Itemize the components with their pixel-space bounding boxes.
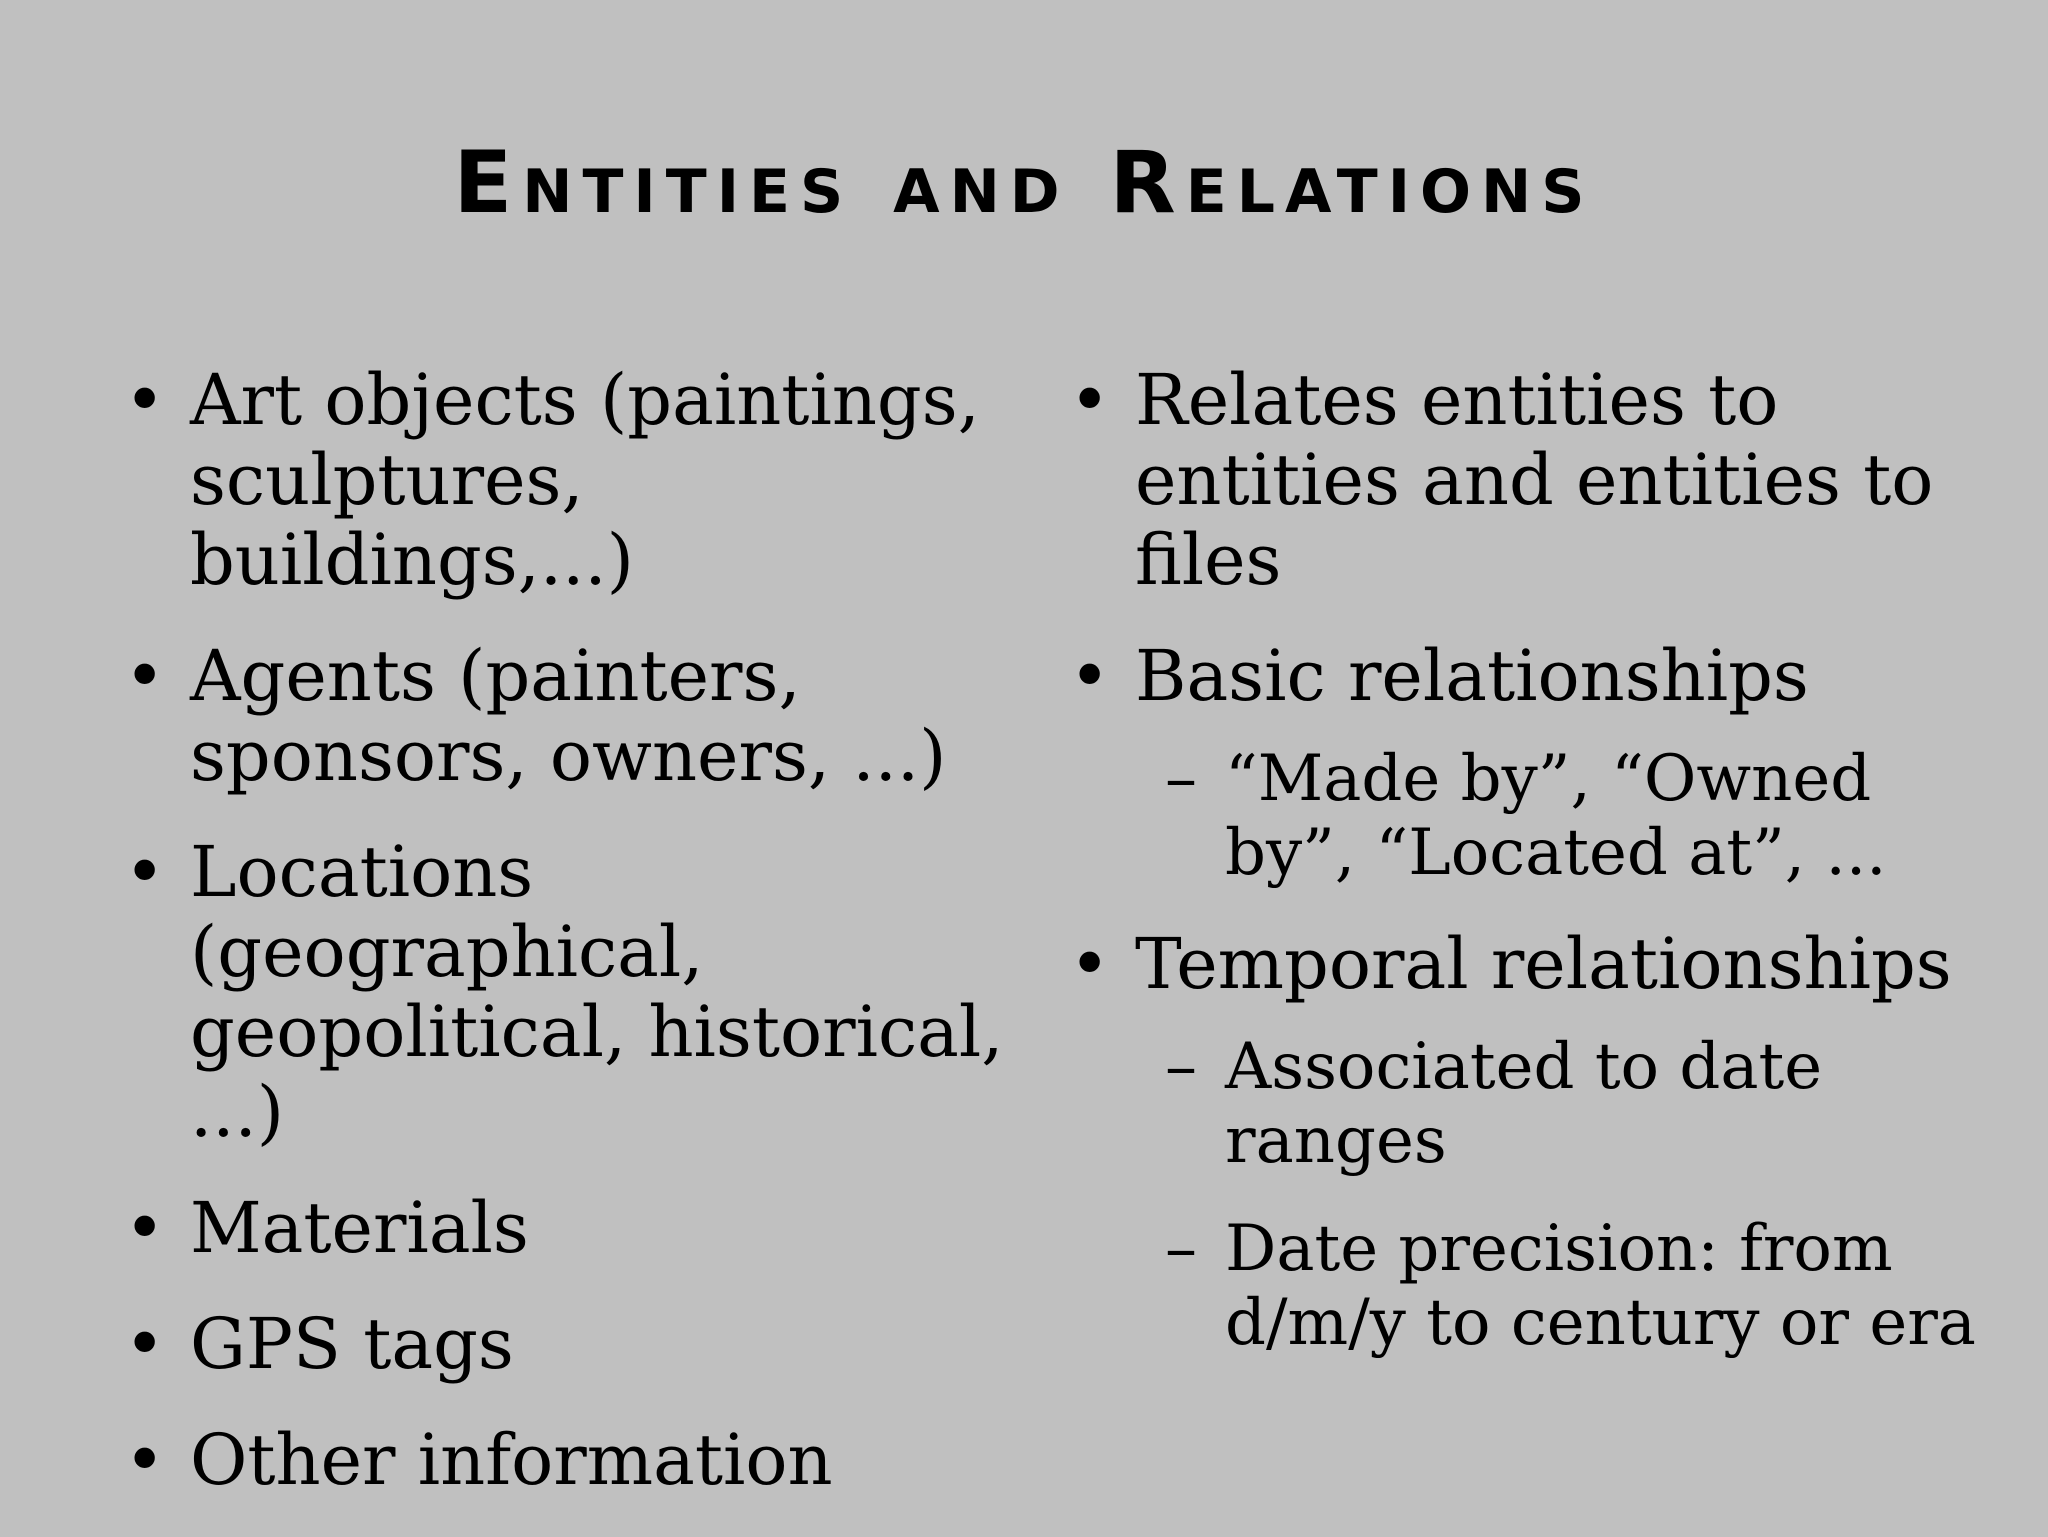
entities-list xyxy=(110,360,1010,1500)
dash: – xyxy=(1165,1212,1197,1286)
list-item-text: Agents (painters, sponsors, owners, ...) xyxy=(190,635,947,797)
sub-list-item-text: “Made by”, “Owned by”, “Located at”, ... xyxy=(1225,742,1887,890)
bullet: • xyxy=(124,359,166,441)
list-item-text: GPS tags xyxy=(190,1303,514,1385)
sub-list-item xyxy=(1055,1212,1985,1360)
list-item-text: Temporal relationships xyxy=(1135,923,1952,1005)
list-item xyxy=(110,1188,1010,1268)
sub-list-item xyxy=(1055,1030,1985,1178)
bullet: • xyxy=(124,1419,166,1501)
dash: – xyxy=(1165,1030,1197,1104)
slide-title: Entities and Relations xyxy=(453,133,1595,233)
list-item-text: Relates entities to entities and entities to files xyxy=(1135,359,1934,601)
bullet: • xyxy=(124,1303,166,1385)
list-item-text: Basic relationships xyxy=(1135,635,1809,717)
bullet: • xyxy=(1069,923,1111,1005)
bullet: • xyxy=(124,831,166,913)
list-item xyxy=(110,832,1010,1152)
list-item xyxy=(1055,360,1985,600)
dash: – xyxy=(1165,742,1197,816)
bullet: • xyxy=(124,635,166,717)
list-item xyxy=(1055,636,1985,716)
bullet: • xyxy=(124,1187,166,1269)
sub-list-item-text: Associated to date ranges xyxy=(1225,1030,1823,1178)
list-item-text: Other information xyxy=(190,1419,833,1501)
bullet: • xyxy=(1069,635,1111,717)
left-column xyxy=(110,360,1010,1536)
right-column xyxy=(1055,360,1985,1394)
list-item xyxy=(110,1420,1010,1500)
list-item-text: Materials xyxy=(190,1187,529,1269)
sub-list-item xyxy=(1055,742,1985,890)
list-item-text: Art objects (paintings, sculptures, buildings,...) xyxy=(190,359,980,601)
list-item xyxy=(1055,924,1985,1004)
bullet: • xyxy=(1069,359,1111,441)
sub-list-item-text: Date precision: from d/m/y to century or era xyxy=(1225,1212,1976,1360)
list-item xyxy=(110,1304,1010,1384)
list-item xyxy=(110,360,1010,600)
relations-list xyxy=(1055,360,1985,1360)
list-item xyxy=(110,636,1010,796)
list-item-text: Locations (geographical, geopolitical, historical, ...) xyxy=(190,831,1004,1153)
